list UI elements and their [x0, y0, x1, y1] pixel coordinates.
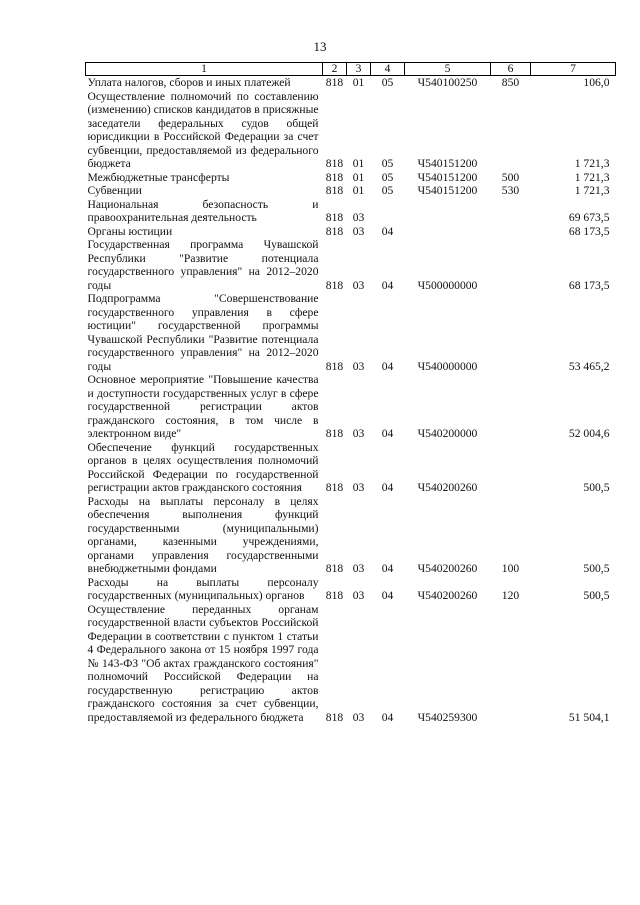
- row-vr: 120: [501, 589, 520, 602]
- row-pr: 05: [381, 170, 394, 184]
- row-csr: Ч540151200: [417, 170, 478, 184]
- row-name: Осуществление полномочий по составлению (изменению) списков кандидатов в присяжные заседатели федеральных судов общей юрисдикции в Российской Федерации за счет субвенции, предоставляемой из федерального бюджета: [87, 89, 319, 170]
- table-row: [86, 495, 616, 576]
- row-ved: 818: [325, 359, 344, 373]
- row-pr: 04: [381, 562, 394, 575]
- budget-table: [85, 62, 616, 724]
- row-name: Национальная безопасность и правоохранительная деятельность: [87, 197, 319, 224]
- column-header: 4: [371, 63, 405, 76]
- row-ved: 818: [325, 589, 344, 602]
- row-csr: [405, 225, 491, 239]
- row-pr: [371, 198, 405, 225]
- row-rz: 03: [352, 278, 365, 292]
- row-pr: 04: [381, 481, 394, 494]
- row-rz: 03: [352, 710, 365, 724]
- row-ved: 818: [325, 710, 344, 724]
- table-header-row: [86, 63, 616, 76]
- column-header: 3: [347, 63, 371, 76]
- row-csr: Ч540200260: [417, 589, 478, 602]
- row-sum: 500,5: [583, 589, 610, 602]
- table-row: [86, 292, 616, 373]
- row-vr: 100: [501, 562, 520, 575]
- row-rz: 03: [352, 211, 365, 224]
- row-vr: [491, 292, 531, 373]
- row-rz: 03: [352, 481, 365, 494]
- row-pr: 04: [381, 427, 394, 440]
- table-row: [86, 225, 616, 239]
- row-csr: Ч540259300: [417, 710, 478, 724]
- row-sum: 51 504,1: [568, 710, 610, 724]
- column-header: 6: [491, 63, 531, 76]
- table-row: [86, 441, 616, 495]
- row-vr: 850: [501, 76, 520, 89]
- row-csr: Ч540151200: [417, 184, 478, 197]
- row-sum: 53 465,2: [568, 359, 610, 373]
- row-csr: Ч540151200: [417, 157, 478, 170]
- row-pr: 04: [381, 710, 394, 724]
- row-name: Расходы на выплаты персоналу государственных (муниципальных) органов: [87, 575, 319, 602]
- row-pr: 04: [381, 224, 394, 238]
- row-ved: 818: [325, 481, 344, 494]
- row-ved: 818: [325, 224, 344, 238]
- row-name: Субвенции: [87, 184, 142, 197]
- row-csr: Ч540200260: [417, 481, 478, 494]
- row-vr: [491, 90, 531, 171]
- row-name: Межбюджетные трансферты: [87, 170, 230, 184]
- row-rz: 03: [352, 359, 365, 373]
- table-row: [86, 184, 616, 198]
- row-pr: 04: [381, 589, 394, 602]
- row-name: Органы юстиции: [87, 224, 173, 238]
- row-rz: 01: [352, 76, 365, 89]
- row-vr: [491, 441, 531, 495]
- row-sum: 500,5: [583, 562, 610, 575]
- row-sum: 1 721,3: [574, 184, 610, 197]
- row-vr: [491, 373, 531, 441]
- row-name: Основное мероприятие "Повышение качества и доступности государственных услуг в сфере государственной регистрации актов гражданского состояния, в том числе в электронном виде": [87, 373, 319, 440]
- row-csr: Ч540200260: [417, 562, 478, 575]
- row-csr: Ч540100250: [417, 76, 478, 89]
- row-csr: Ч500000000: [417, 278, 478, 292]
- row-rz: 01: [352, 170, 365, 184]
- row-ved: 818: [325, 184, 344, 197]
- column-header: 5: [405, 63, 491, 76]
- table-row: [86, 90, 616, 171]
- row-sum: 1 721,3: [574, 157, 610, 170]
- row-rz: 03: [352, 224, 365, 238]
- row-rz: 01: [352, 157, 365, 170]
- table-row: [86, 373, 616, 441]
- column-header: 1: [86, 63, 323, 76]
- row-pr: 04: [381, 278, 394, 292]
- row-pr: 05: [381, 184, 394, 197]
- row-name: Осуществление переданных органам государственной власти субъектов Российской Федерации в соответствии с пунктом 1 статьи 4 Федерального закона от 15 ноября 1997 года № 143-ФЗ "Об актах гражданского состояния" полномочий Российской Федерации на государственную регистрацию актов гражданского состояния за счет субвенции, предоставляемой из федерального бюджета: [87, 602, 319, 724]
- row-pr: 04: [381, 359, 394, 373]
- row-vr: 530: [501, 184, 520, 197]
- row-name: Подпрограмма "Совершенствование государственного управления в сфере юстиции" государственной программы Чувашской Республики "Развитие потенциала государственного управления" на 2012–2020 годы: [87, 292, 319, 373]
- row-sum: 106,0: [583, 76, 610, 89]
- row-pr: 05: [381, 157, 394, 170]
- row-name: Расходы на выплаты персоналу в целях обеспечения выполнения функций государственными (муниципальными) органами, казенными учреждениями, органами управления государственными внебюджетными фондами: [87, 494, 319, 575]
- row-ved: 818: [325, 157, 344, 170]
- row-rz: 03: [352, 562, 365, 575]
- row-name: Обеспечение функций государственных органов в целях осуществления полномочий Российской Федерации по государственной регистрации актов гражданского состояния: [87, 440, 319, 494]
- row-csr: [405, 198, 491, 225]
- row-vr: [491, 603, 531, 725]
- table-row: [86, 576, 616, 603]
- row-csr: Ч540000000: [417, 359, 478, 373]
- row-ved: 818: [325, 427, 344, 440]
- table-row: [86, 238, 616, 292]
- row-sum: 1 721,3: [574, 170, 610, 184]
- table-row: [86, 198, 616, 225]
- row-vr: 500: [501, 170, 520, 184]
- row-pr: 05: [381, 76, 394, 89]
- row-vr: [491, 238, 531, 292]
- row-sum: 500,5: [583, 481, 610, 494]
- row-ved: 818: [325, 562, 344, 575]
- page-number: 13: [313, 39, 327, 54]
- row-sum: 68 173,5: [568, 224, 610, 238]
- row-ved: 818: [325, 211, 344, 224]
- row-sum: 52 004,6: [568, 427, 610, 440]
- row-csr: Ч540200000: [417, 427, 478, 440]
- row-name: Государственная программа Чувашской Республики "Развитие потенциала государственного управления" на 2012–2020 годы: [87, 238, 319, 292]
- row-vr: [491, 198, 531, 225]
- row-rz: 03: [352, 427, 365, 440]
- row-rz: 03: [352, 589, 365, 602]
- column-header: 7: [531, 63, 616, 76]
- row-name: Уплата налогов, сборов и иных платежей: [87, 76, 291, 89]
- row-ved: 818: [325, 278, 344, 292]
- table-row: [86, 603, 616, 725]
- row-sum: 68 173,5: [568, 278, 610, 292]
- row-vr: [491, 225, 531, 239]
- table-row: [86, 76, 616, 90]
- row-ved: 818: [325, 76, 344, 89]
- row-rz: 01: [352, 184, 365, 197]
- table-row: [86, 171, 616, 185]
- row-sum: 69 673,5: [568, 211, 610, 224]
- column-header: 2: [323, 63, 347, 76]
- row-ved: 818: [325, 170, 344, 184]
